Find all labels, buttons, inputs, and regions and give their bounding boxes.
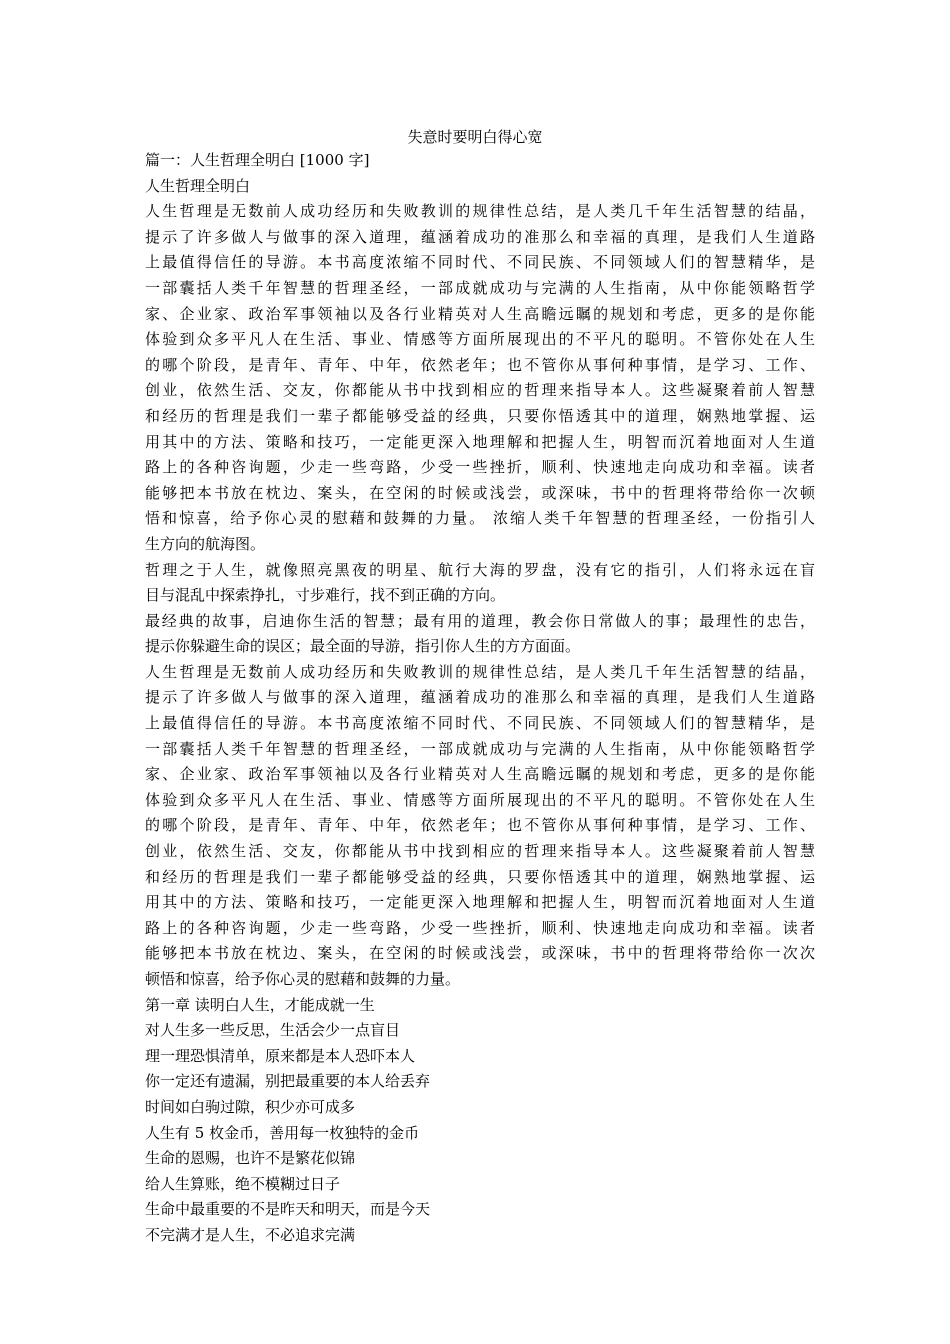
text-line: 对人生多一些反思，生活会少一点盲目: [145, 1021, 401, 1040]
text-line: 家、企业家、政治军事领袖以及各行业精英对人生高瞻远瞩的规划和考虑，更多的是你能: [145, 304, 815, 323]
text-line: 哲理之于人生，就像照亮黑夜的明星、航行大海的罗盘，没有它的指引，人们将永远在盲: [145, 560, 815, 579]
text-line: 一部囊括人类千年智慧的哲理圣经，一部成就成功与完满的人生指南，从中你能领略哲学: [145, 739, 815, 758]
text-line: 悟和惊喜，给予你心灵的慰藉和鼓舞的力量。 浓缩人类千年智慧的哲理圣经，一份指引人: [145, 509, 815, 528]
text-line: 给人生算账，绝不模糊过日子: [145, 1174, 341, 1193]
text-line: 你一定还有遗漏，别把最重要的本人给丢弃: [145, 1072, 431, 1091]
text-line: 一部囊括人类千年智慧的哲理圣经，一部成就成功与完满的人生指南，从中你能领略哲学: [145, 278, 815, 297]
text-line: 人生哲理全明白: [145, 176, 251, 195]
text-line: 用其中的方法、策略和技巧，一定能更深入地理解和把握人生，明智而沉着地面对人生道: [145, 893, 815, 912]
text-line: 提示了许多做人与做事的深入道理，蕴涵着成功的准那么和幸福的真理，是我们人生道路: [145, 688, 815, 707]
text-line: 提示你躲避生命的误区；最全面的导游，指引你人生的方方面面。: [145, 637, 581, 656]
text-line: 目与混乱中探索挣扎，寸步难行，找不到正确的方向。: [145, 586, 506, 605]
text-line: 人生哲理是无数前人成功经历和失败教训的规律性总结，是人类几千年生活智慧的结晶，: [145, 662, 815, 681]
text-line: 人生哲理是无数前人成功经历和失败教训的规律性总结，是人类几千年生活智慧的结晶，: [145, 202, 815, 221]
text-line: 篇一：人生哲理全明白 [1000 字]: [145, 151, 370, 169]
text-line: 的哪个阶段，是青年、青年、中年，依然老年；也不管你从事何种事情，是学习、工作、: [145, 816, 815, 835]
text-line: 时间如白驹过隙，积少亦可成多: [145, 1097, 356, 1116]
text-line: 和经历的哲理是我们一辈子都能够受益的经典，只要你悟透其中的道理，娴熟地掌握、运: [145, 867, 815, 886]
text-line: 家、企业家、政治军事领袖以及各行业精英对人生高瞻远瞩的规划和考虑，更多的是你能: [145, 765, 815, 784]
text-line: 不完满才是人生，不必追求完满: [145, 1225, 356, 1244]
text-line: 能够把本书放在枕边、案头，在空闲的时候或浅尝，或深味，书中的哲理将带给你一次次: [145, 944, 815, 963]
text-line: 生方向的航海图。: [145, 534, 266, 553]
document-body: [145, 148, 815, 1249]
text-line: 上最值得信任的导游。本书高度浓缩不同时代、不同民族、不同领域人们的智慧精华，是: [145, 714, 815, 733]
text-line: 创业，依然生活、交友，你都能从书中找到相应的哲理来指导本人。这些凝聚着前人智慧: [145, 842, 815, 861]
text-line: 理一理恐惧清单，原来都是本人恐吓本人: [145, 1046, 416, 1065]
text-line: 上最值得信任的导游。本书高度浓缩不同时代、不同民族、不同领域人们的智慧精华，是: [145, 253, 815, 272]
text-line: 的哪个阶段，是青年、青年、中年，依然老年；也不管你从事何种事情，是学习、工作、: [145, 355, 815, 374]
text-line: 用其中的方法、策略和技巧，一定能更深入地理解和把握人生，明智而沉着地面对人生道: [145, 432, 815, 451]
text-line: 创业，依然生活、交友，你都能从书中找到相应的哲理来指导本人。这些凝聚着前人智慧: [145, 381, 815, 400]
text-line: 提示了许多做人与做事的深入道理，蕴涵着成功的准那么和幸福的真理，是我们人生道路: [145, 227, 815, 246]
text-line: 人生有 5 枚金币，善用每一枚独特的金币: [145, 1123, 420, 1142]
text-line: 第一章 读明白人生，才能成就一生: [145, 995, 375, 1014]
text-line: 路上的各种咨询题，少走一些弯路，少受一些挫折，顺利、快速地走向成功和幸福。读者: [145, 458, 815, 477]
text-line: 生命的恩赐，也许不是繁花似锦: [145, 1149, 356, 1168]
text-line: 生命中最重要的不是昨天和明天，而是今天: [145, 1200, 431, 1219]
text-line: 最经典的故事，启迪你生活的智慧；最有用的道理，教会你日常做人的事；最理性的忠告，: [145, 611, 815, 630]
text-line: 路上的各种咨询题，少走一些弯路，少受一些挫折，顺利、快速地走向成功和幸福。读者: [145, 918, 815, 937]
document-title: 失意时要明白得心宽: [407, 128, 543, 146]
text-line: 体验到众多平凡人在生活、事业、情感等方面所展现出的不平凡的聪明。不管你处在人生: [145, 330, 815, 349]
text-line: 和经历的哲理是我们一辈子都能够受益的经典，只要你悟透其中的道理，娴熟地掌握、运: [145, 406, 815, 425]
text-line: 顿悟和惊喜，给予你心灵的慰藉和鼓舞的力量。: [145, 970, 461, 988]
text-line: 体验到众多平凡人在生活、事业、情感等方面所展现出的不平凡的聪明。不管你处在人生: [145, 790, 815, 809]
text-line: 能够把本书放在枕边、案头，在空闲的时候或浅尝，或深味，书中的哲理将带给你一次顿: [145, 483, 815, 502]
